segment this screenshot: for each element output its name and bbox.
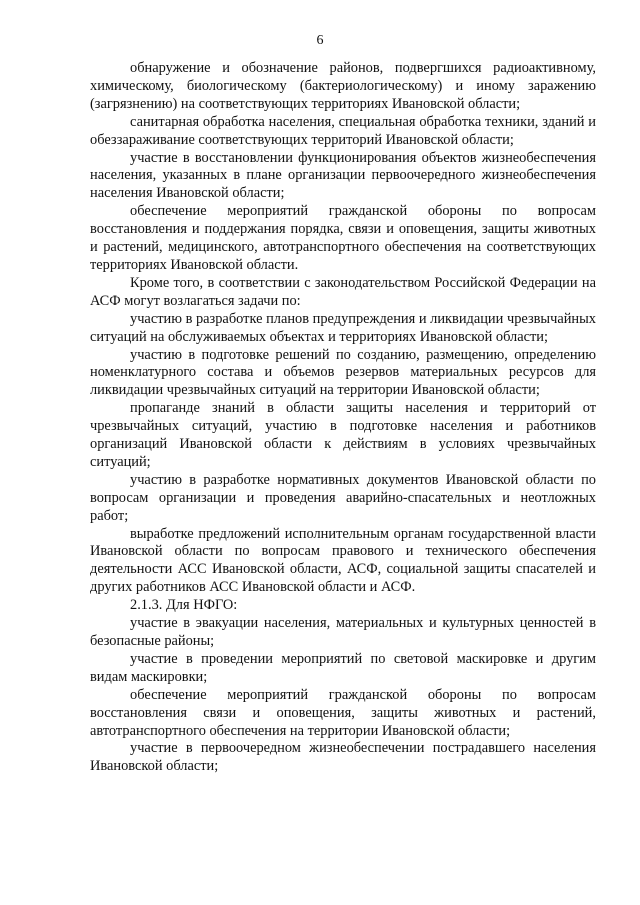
paragraph-reserves: участию в подготовке решений по созданию, размещению, определению номенклатурного состава и объемов резервов материальных ресурсов для ликвидации чрезвычайных ситуаций на территории Ивановской области;: [90, 346, 596, 399]
paragraph-sanitary-treatment: санитарная обработка населения, специальная обработка техники, зданий и обеззараживание соответствующих территорий Ивановской области;: [90, 113, 596, 148]
paragraph-contamination-detection: обнаружение и обозначение районов, подвергшихся радиоактивному, химическому, биологическому (бактериологическому) и иному заражению (загрязнению) на соответствующих территориях Ивановской области;: [90, 60, 596, 112]
section-heading-nfgo: 2.1.3. Для НФГО:: [130, 597, 238, 614]
paragraph-asf-additional-tasks: Кроме того, в соответствии с законодательством Российской Федерации на АСФ могут возлагаться задачи по:: [90, 274, 596, 309]
page-number: 6: [316, 33, 324, 48]
paragraph-priority-life-support: участие в первоочередном жизнеобеспечении пострадавшего населения Ивановской области;: [90, 740, 596, 775]
paragraph-emergency-plans: участию в разработке планов предупреждения и ликвидации чрезвычайных ситуаций на обслуживаемых объектах и территориях Ивановской области;: [90, 310, 596, 345]
paragraph-civil-defense-measures: обеспечение мероприятий гражданской обороны по вопросам восстановления и поддержания порядка, связи и оповещения, защиты животных и растений, медицинского, автотранспортного обеспечения на соответствующих территориях Ивановской области.: [90, 203, 596, 273]
paragraph-knowledge-promotion: пропаганде знаний в области защиты населения и территорий от чрезвычайных ситуаций, участию в подготовке населения и работников организаций Ивановской области к действиям в условиях чрезвычайных ситуаций;: [90, 400, 596, 470]
paragraph-normative-documents: участию в разработке нормативных документов Ивановской области по вопросам организации и проведения аварийно-спасательных и неотложных работ;: [90, 471, 596, 524]
paragraph-proposals: выработке предложений исполнительным органам государственной власти Ивановской области по вопросам правового и технического обеспечения деятельности АСС Ивановской области, АСФ, социальной защиты спасателей и других работников АСС Ивановской области и АСФ.: [90, 525, 596, 596]
paragraph-evacuation: участие в эвакуации населения, материальных и культурных ценностей в безопасные районы;: [90, 615, 596, 649]
paragraph-light-masking: участие в проведении мероприятий по световой маскировке и другим видам маскировки;: [90, 650, 596, 685]
paragraph-life-support-restoration: участие в восстановлении функционирования объектов жизнеобеспечения населения, указанных в плане организации первоочередного жизнеобеспечения населения Ивановской области;: [90, 149, 596, 202]
document-body: [90, 60, 596, 776]
paragraph-communications-restoration: обеспечение мероприятий гражданской обороны по вопросам восстановления связи и оповещения, защиты животных и растений, автотранспортного обеспечения на территории Ивановской области;: [90, 686, 596, 739]
